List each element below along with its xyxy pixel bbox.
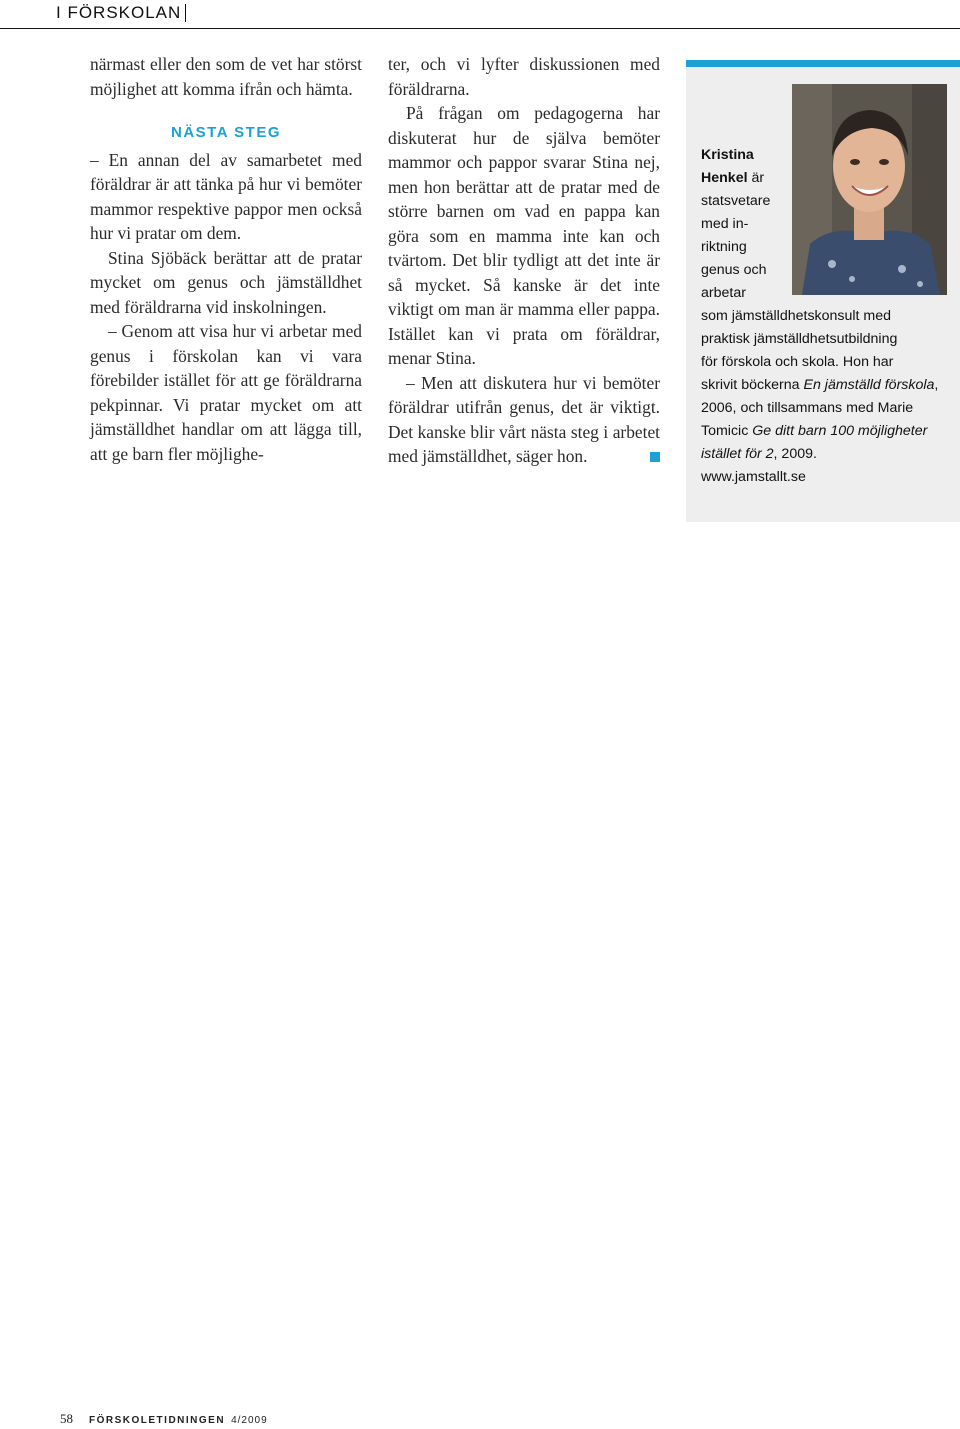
bio-line: med in-: [701, 216, 749, 232]
bio-line: [701, 144, 789, 167]
bio-line: riktning: [701, 239, 747, 255]
author-sidebar: [686, 60, 960, 522]
bio-text: , 2006, och tillsammans med Marie Tomicic: [701, 377, 939, 439]
bio-line: [701, 167, 789, 190]
bio-line: arbetar: [701, 285, 746, 301]
bio-line: praktisk jämställdhetsutbildning: [701, 331, 898, 347]
paragraph: närmast eller den som de vet har störst möjlighet att komma ifrån och hämta.: [90, 54, 362, 99]
magazine-name: FÖRSKOLETIDNINGEN: [89, 1415, 226, 1426]
section-label: I FÖRSKOLAN: [56, 3, 182, 22]
bio-text: skrivit böckerna: [701, 377, 800, 393]
bio-text: , 2009.: [773, 446, 817, 462]
bio-line: för förskola och skola. Hon har: [701, 354, 894, 370]
bio-line: genus och: [701, 262, 767, 278]
paragraph: [388, 371, 660, 469]
end-mark-icon: [650, 452, 660, 462]
paragraph: – Genom att visa hur vi arbetar med genus i förskolan kan vi vara förebilder istället för att ge föräldrarna pekpinnar. Vi pratar mycket om att jämställdhet handlar om att lägga till, att ge barn fler möjlighe-: [90, 321, 362, 464]
section-divider: [185, 4, 186, 22]
page-footer: [60, 1411, 268, 1427]
author-first-name: Kristina: [701, 147, 754, 163]
paragraph: På frågan om pedagogerna har diskuterat hur de själva bemöter mammor och pappor svarar Stina nej, men hon berättar att de pratar med de större barnen om vad en pappa kan göra som en mamma inte kan och tvärtom. Det blir tydligt att det inte är så mycket. Så kanske är det inte viktigt om man är mamma eller pappa. Istället kan vi prata om föräldrar, menar Stina.: [388, 103, 660, 368]
header-rule: [0, 28, 960, 29]
paragraph: Stina Sjöbäck berättar att de pratar mycket om genus och jämställdhet med föräldrarna vid inskolningen.: [90, 247, 362, 317]
bio-line: statsvetare: [701, 193, 771, 209]
page-number: 58: [60, 1411, 73, 1426]
paragraph: – En annan del av samarbetet med föräldrar är att tänka på hur vi bemöter mammor respektive pappor men också hur vi pratar om dem.: [90, 149, 362, 243]
author-bio: [701, 144, 951, 489]
book-title: En jämställd förskola: [803, 377, 935, 393]
subheading: NÄSTA STEG: [170, 124, 281, 141]
article-column-2: [388, 52, 660, 469]
issue-number: 4/2009: [231, 1415, 268, 1426]
bio-paragraph: [701, 374, 951, 466]
author-last-name: Henkel: [701, 170, 748, 186]
article-column-1: [90, 52, 362, 466]
book-title: Ge ditt barn 100 möjligheter istället för 2: [701, 423, 928, 462]
sidebar-accent-bar: [686, 60, 960, 67]
bio-line: som jämställdhetskonsult med: [701, 308, 892, 324]
section-header: [0, 0, 190, 26]
author-website-link[interactable]: www.jamstallt.se: [701, 469, 806, 485]
paragraph: ter, och vi lyfter diskussionen med föräldrarna.: [388, 54, 660, 99]
bio-text: är: [751, 170, 765, 186]
paragraph-text: – Men att diskutera hur vi bemöter föräldrar utifrån genus, det är viktigt. Det kanske blir vårt nästa steg i arbetet med jämställdhet, säger hon.: [388, 372, 660, 466]
